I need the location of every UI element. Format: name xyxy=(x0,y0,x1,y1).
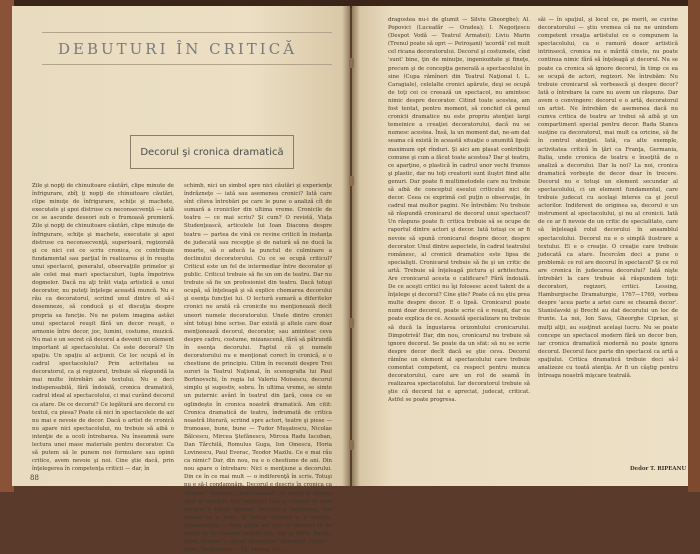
left-column-1-text: Zile şi nopţi de chinuitoare căutări, clipe minute de înfrigurare, zbîţ ţi nopţi de chinuitoare căutări, clipe minuţe de înfrigurare, schiţe şi machete, executate şi apoi distruse cu neconsecvenţă — iată ce se ascunde deseori sub o frumoasă premieră. Zile şi nopţi de chinuitoare căutări, clipe minuţe de înfrigurare, schiţe şi machete, executate şi apoi distruse cu neconsecvenţă, superioară, regizorală şi ce nici cei ce scriu cronica, ce contribuie fundamental sau parţial în realizarea şi în reuşita unui spectacol, generalul, observaţiile primelor şi ale celei mai mari spectaculuri, lupta împotriva dogmelor. Dacă nu aţi trăit viaţa artistică a unui decorator, nu puteţi înţelege această muncă. Nu e rău ca decoratorul, scriind unul dintre el să-l desemneze, să conducă şi el discuţia despre propria sa funcţie. Nu ne putem imagina astăzi unui spectacol reuşit fără un decor reuşit, o armonie între decor, joc, lumini, costume, muzică. Nu mai e un secret că decorul a devenit un element important al spectacolului. Ce este decorul? Un spaţiu. Un spaţiu al acţiunii. Ce loc ocupă el în cadrul spectacolului? Prin activitatea sa decoratorul, ca şi regizorul, trebuie să răspundă la mai multe întrebări ale textului. Nu e deci indispensabilă, fără îndoială, cronica dramatică, cadrul ideal al spectacolului, ci mai curând decorul ca atare. De ce decorul? Ce legătură are decorul cu textul, cu piesa? Poate că nici în spectacolele de azi nu mai e nevoie de decor. Dacă o artist de cronică nu apare nici spectacolului, nu trebuie să aibă o intenţie de a ocoli întrebarea. Nu înseamnă oare lectura unei mase materiale pentru decorator. Ca să putem să le punem noi formulare sau opinii critice, avem nevoie şi noi. Cine ştie dacă, prin înţelegerea în competenţa criticii — dar, în xyxy=(32,183,174,473)
book-cover-right xyxy=(688,0,700,492)
right-column-2-text: săi — în spaţiul, şi locul ce, pe merit, se cuvine decoratorului — ştiu vremea că nu ne unindem competent creaţia artistului ce o compunem la spectacolului, ca o ramură doaor artistică intrinsecă, cronica nu e mărită cinste, nu poate continua nimic fără să înţeleagă şi decorul. Nu se poate ca cronica să ignore decorul, în timp ce ea se ocupă de actori, regizori. Ne întrebăm: Nu trebuie cronicarul să vorbească şi despre decor? Iată o întrebare la care nu avem un răspuns. Dar avem o convingere: decorul e o artă, decoratorul un artist. Ne întrebăm de asemenea dacă nu cumva critica de teatru ar trebui să aibă şi un compartiment special pentru decor. Rada Stanca susţine ca decoratorul, mai mult ca oricine, să fie în centrul atenţiei. Iată, ca alte exemple, activitatea critică în ţări ca Franţa, Germania, Italia, unde cronica de teatru e însoţită de o analiză a decorului. Dar la noi? La noi, cronica dramatică vorbeşte de decor doar în trecere. Decorul nu e totuşi un element secundar al spectacolului, ci un element fundamental, care trebuie judecat cu acelaşi interes ca şi jocul actorilor. Indiferent de originea sa, decorul e un instrument al spectacolului, şi nu al cronicii. Iată de ce ar fi nevoie de un critic de specialitate, care să înţeleagă rolul decorului în ansamblul spectacolului. Decorul nu e o simplă ilustrare a textului. El e o creaţie. O creaţie care trebuie judecată ca atare. Încercăm deci a pune o problemă: ce rol are decorul în spectacol? Şi ce rol are cronica în judecarea decorului? Iată nişte întrebări la care trebuie să răspundem toţi: decoratori, regizori, critici. Lessing, Hamburgische Dramaturgie, 1767—1769, vorbea despre 'acea parte a artei care se cheamă decor'. Stanislavski şi Brecht au dat decorului un loc de frunte. La noi, Ion Sava, Gheorghe Ciprian, şi mulţi alţii, au susţinut acelaşi lucru. Nu se poate concepe un spectacol modern fără un decor bun, iar cronica dramatică modernă nu poate ignora decorul. Decorul face parte din spectacol ca artă a spaţiului. Critica dramatică trebuie deci să-l analizeze cu toată atenţia. Ar fi un câştig pentru întreaga noastră mişcare teatrală. xyxy=(538,17,678,380)
page-number: 88 xyxy=(30,474,39,482)
section-title: DEBUTURI ÎN CRITICĂ xyxy=(58,40,298,58)
right-column-1-text: dragostea nu-i de glumit — Silviu Gheorghe); Al. Popovici (Luceafăr — Oradea); I. Negoiţescu (Despot Vodă — Teatrul Armatei); Liviu Marin (Trenul poate să opri — Petroşani) 'acordă' cel mult cel ricana decoratorului. Decorul şi costumele, cînd 'sunt' bine, ţin de minuţie, ingeniozitate şi fineţe, precum şi de concepţia generală a spectacolului în sine (Cupa rămîneri din Teatrul Naţional I. L. Caragiale), celelalte cronici apărute, deşi se ocupă de toţi cei ce creează un spectacol, nu amintesc nimic despre decorator. Citind toate acestea, am fost tentat, pentru moment, să conchid că genul cronicii dramatice nu este propriu atenţiei largi temeinice a creaţiei decoratorului, dacă nu se numesc acestea. Însă, la un moment dat, ne-am dat seama că există în această situaţie o anumită lipsă: maximum opt rînduri. Şi aici am plasat contribuţii comune şi cum a făcut toate acestea? Dar şi teatru, ce aparţine, o plastică în cadrul unor vechi frumos şi plastic, dar nu toţi creatorii sunt iluştri fiind alte genuri. Dar poate fi multimetodele care nu trebuie să aibă de conceptul eseului criticului nici de decor. Ceea ce exprimă cel puţin o observaţie, în cadrul mai multor pagini. Ne întrebăm: Nu trebuie să răspundă cronicarul de decorul unui spectacol? Un răspuns poate fi: critica trebuie să se ocupe de raportul dintre actori şi decor. Iată totuşi ce ar fi nevoie să spună cronicarul despre decor, despre decorator. Unul dintre aspectele, în cadrul teatrului românesc, al cronicii dramatice este lipsa de specialişti. Cronicarul trebuie să fie şi un critic de artă. Trebuie să înţeleagă pictura şi arhitectura. Are cronicarul acesta o calificare? Fără îndoială. De ce aceşti critici nu îşi folosesc acest talent de a înţelege şi decorul? Cine ştie? Poate că nu ştiu prea multe despre decor. E o lipsă. Cronicarul poate numi doar decorul, poate scrie că e reuşit, dar nu poate explica de ce. Această specializare nu trebuie să ducă la îngustarea orizontului cronicarului. Dimpotrivă! Dar, din nou, cronicarul nu trebuie să ignore decorul. Se poate da un sfat: să nu se scrie despre decor decît dacă se ştie ceva. Decorul rămîne un element al spectacolului care trebuie comentat competent, cu respect pentru munca decoratorului, care are un rol de seamă în realizarea spectacolului. Iar decoratorul trebuie să ştie că decorul lui e apreciat, judecat, criticat. Astfel se poate progresa. xyxy=(388,17,530,404)
left-column-2-text: schimb, nici un simbol spre nici căutări şi experienţe îndrăzneţe — iată sau asemenea cronici? Iată care sînt cîteva întrebări pe care le pune o analiză cît de sumară a cronicilor din ultima vreme. Cronicile de teatru — ce mai scriu? Şi cum? O revistă, Viaţa Studenţească, articolele lui Ioan Diaconu despre teatru — partea de vină ce revine criticii în instanţa de judecată sau recepţie şi de natură să ne ducă la moarte, să o aducă la punctul de culminare a declinului decoratorului. Cu ce se ocupă criticul? Criticul este un fel de intermediar între decorator şi public. Criticul trebuie să fie un om de teatru. Dar nu trebuie să fie un profesionist din teatru. Dacă totuşi ocupă, să înţeleagă şi să explice chemarea decorului şi esenţa funcţiei lui. O lectură sumară a diferitelor cronici ne arată că cronicile nu menţionează decît uneori numele decoratorului. Unele dintre cronici sînt totuşi bine scrise. Dar există şi altele care doar menţionează decorul, decorator, sau amintesc ceva despre cadru, costume, mizanscenă, fără să pătrundă în esenţa decorului. Faptul că şi numele decoratorului nu e menţionat corect în cronică, e o chestiune de principiu. Citim în recenzii despre Trei surori la Teatrul Naţional, în scenografia lui Paul Bortnovschi, în regia lui Valeriu Moisescu, decorul simplu şi sugestiv, sobru. În ultima vreme, se simte un puternic avânt în teatrul din ţară, ceea ce se oglindeşte în cronica noastră dramatică. Am citit: Cronica dramatică de teatru, îndrumată de critica noastră literară, scriind spre actori, teatre şi piese — frumoase, bune, bune — Tudor Muşatescu, Nicolae Bălcescu, Mircea Ştefănescu, Mircea Radu Iacoban, Dan Tărchilă, Romulus Guga, Ion Omescu, Horia Lovinescu, Paul Everac, Teodor Mazilu. Ce e mai rău ca nimic? Dar, din nou, nu e o chestiune de ani. Din nou apare o întrebare: Nici o menţiune a decorului. Din ce în ce mai mult — o indiferenţă în scris. Totuşi nu e să-l condamnăm. Decorul e descris în cronica ca 'frumos', 'sugestiv', 'bine realizat', de obicei în ultimul rînd al cronicii. Dar decorul? Iată o cronică în care decorul e totuşi ignorat. Decorul e menţionat, dar numai ca o notă. Şi totuşi decorul e o creaţie. Dramaturgia — Prea puţin am citit ca decorul să fie tratat ca un element artistic viu, Iaşi şi Sibiu, Bacău, Deva, Braşov — decor, decorator, 'Adevărul' (Scris — Sibiu, Înviforarea — Tg. Mureş, Ca... xyxy=(184,183,332,554)
binding-stitch xyxy=(349,176,354,186)
right-column-2 xyxy=(538,16,678,464)
author-signature: Dedor T. RIPEANU xyxy=(630,466,687,472)
left-column-1 xyxy=(32,182,174,472)
title-rule-top xyxy=(42,32,332,33)
article-title: Decorul şi cronica dramatică xyxy=(140,146,284,158)
binding-stitch xyxy=(349,318,354,328)
left-column-2 xyxy=(184,182,332,554)
article-title-box xyxy=(130,135,294,169)
title-rule-bottom xyxy=(42,64,332,65)
binding-stitch xyxy=(349,58,354,68)
left-page xyxy=(12,6,350,554)
right-column-1 xyxy=(388,16,530,476)
right-page xyxy=(352,6,688,486)
binding-stitch xyxy=(349,440,354,450)
book-gutter xyxy=(342,6,360,486)
